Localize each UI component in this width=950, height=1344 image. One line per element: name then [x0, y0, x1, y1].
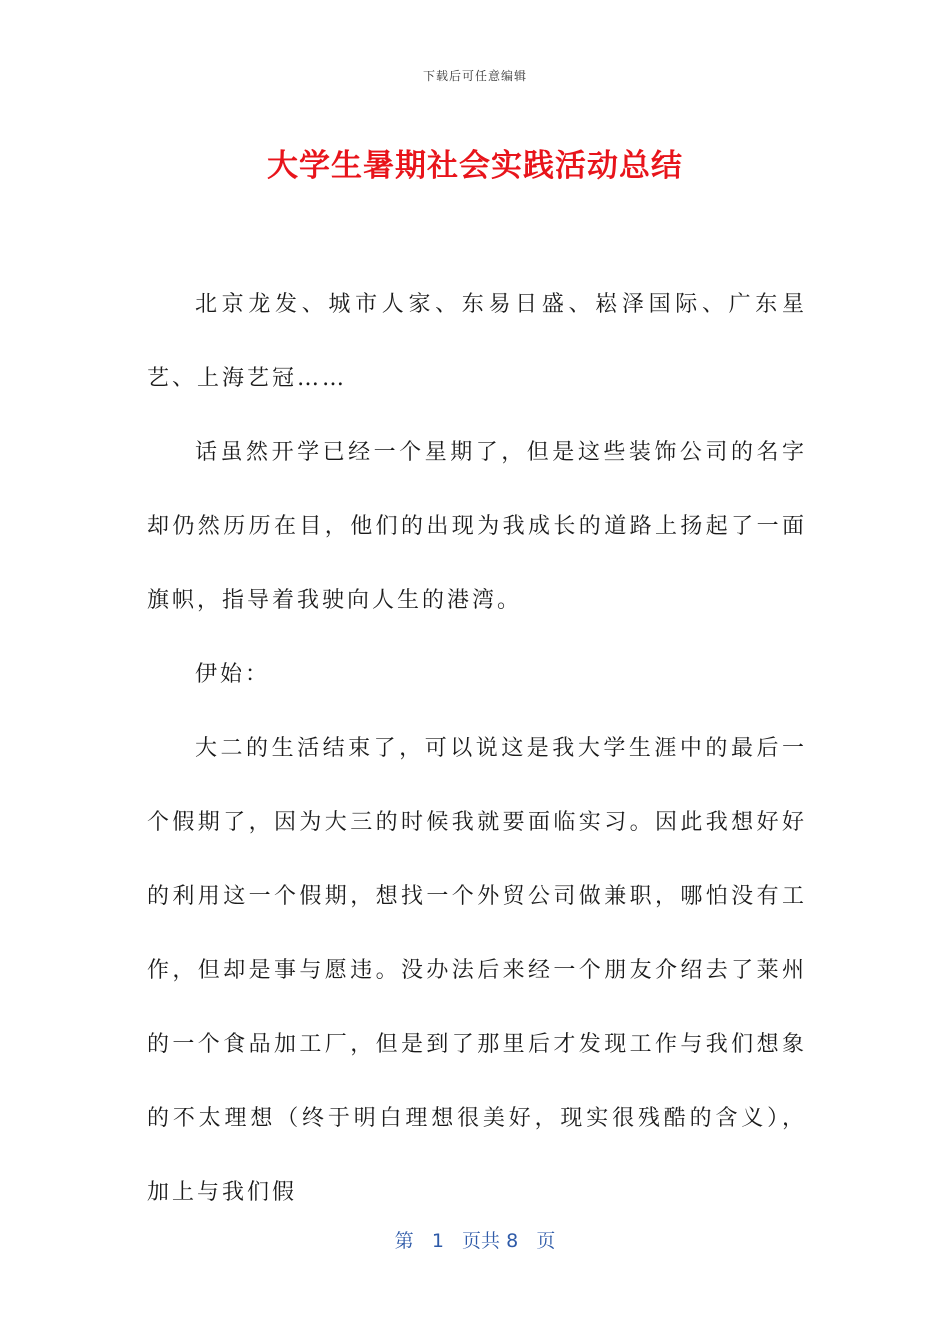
footer-prefix: 第 — [394, 1230, 414, 1252]
page-footer — [0, 1226, 950, 1253]
paragraph: 话虽然开学已经一个星期了，但是这些装饰公司的名字却仍然历历在目，他们的出现为我成长的道路上扬起了一面旗帜，指导着我驶向人生的港湾。 — [147, 440, 807, 613]
paragraph: 大二的生活结束了，可以说这是我大学生涯中的最后一个假期了，因为大三的时候我就要面临实习。因此我想好好的利用这一个假期，想找一个外贸公司做兼职，哪怕没有工作，但却是事与愿违。没办法后来经一个朋友介绍去了莱州的一个食品加工厂，但是到了那里后才发现工作与我们想象的不太理想（终于明白理想很美好，现实很残酷的含义），加上与我们假 — [147, 736, 807, 1205]
footer-suffix: 页 — [536, 1230, 556, 1252]
paragraph: 北京龙发、城市人家、东易日盛、崧泽国际、广东星艺、上海艺冠…… — [147, 292, 807, 391]
paragraph: 伊始： — [195, 662, 271, 687]
current-page-number: 1 — [431, 1230, 444, 1252]
footer-middle: 页共 — [462, 1230, 501, 1252]
total-pages-number: 8 — [506, 1230, 519, 1252]
document-body — [147, 268, 807, 1230]
document-title: 大学生暑期社会实践活动总结 — [267, 148, 683, 184]
header-note: 下载后可任意编辑 — [422, 69, 527, 83]
